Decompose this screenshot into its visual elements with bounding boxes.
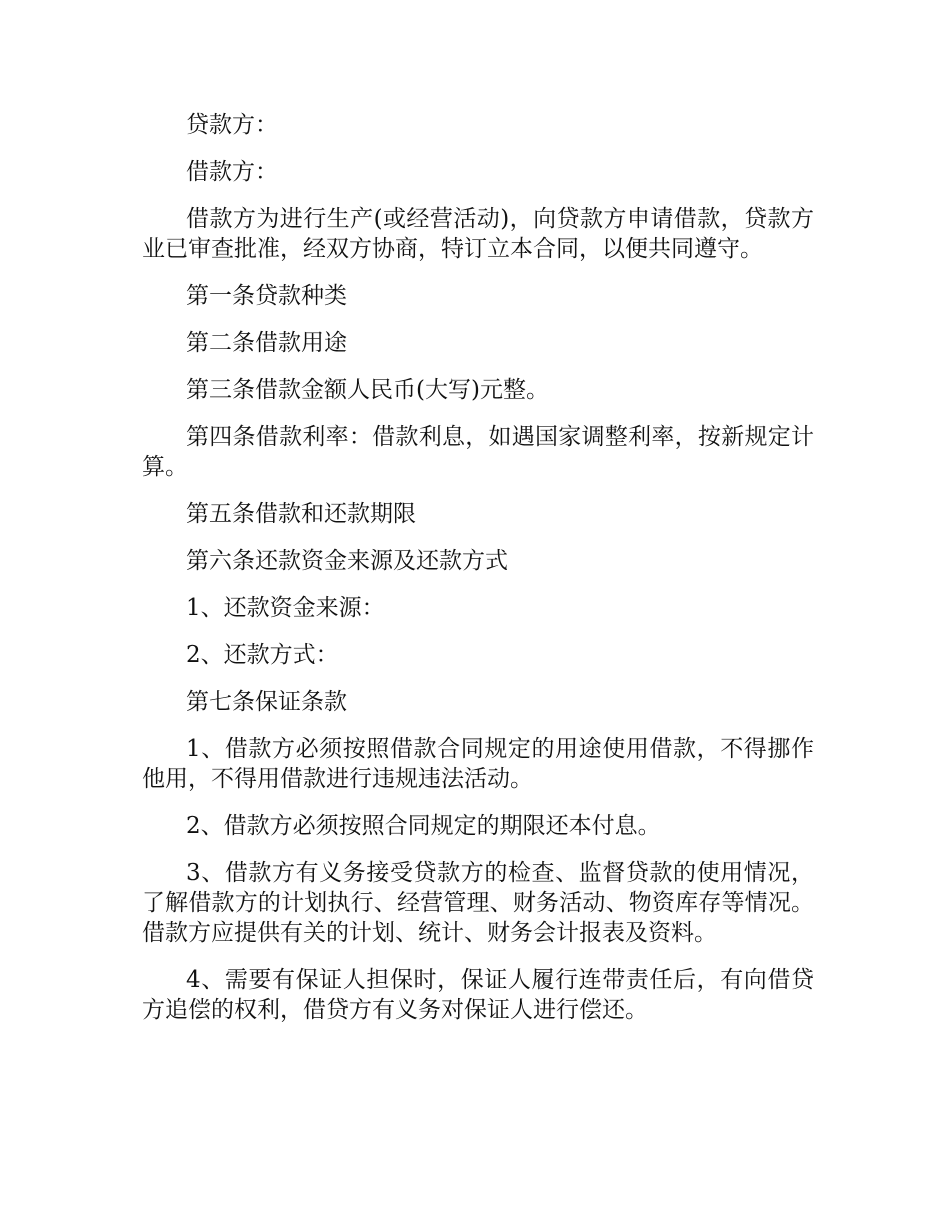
guarantee-clause-2: 2、借款方必须按照合同规定的期限还本付息。 (186, 813, 661, 839)
borrower-line: 借款方： (186, 159, 278, 185)
article-2-heading: 第二条借款用途 (186, 330, 347, 356)
preamble-paragraph: 借款方为进行生产(或经营活动)，向贷款方申请借款，贷款方业已审查批准，经双方协商，特订立本合同，以便共同遵守。 (142, 206, 814, 262)
article-1-heading: 第一条贷款种类 (186, 283, 347, 309)
article-5-heading: 第五条借款和还款期限 (186, 501, 416, 527)
article-4-paragraph: 第四条借款利率：借款利息，如遇国家调整利率，按新规定计算。 (142, 424, 814, 480)
lender-line: 贷款方： (186, 112, 278, 138)
article-6-heading: 第六条还款资金来源及还款方式 (186, 548, 508, 574)
guarantee-clause-1: 1、借款方必须按照借款合同规定的用途使用借款，不得挪作他用，不得用借款进行违规违法活动。 (142, 736, 814, 792)
guarantee-clause-3: 3、借款方有义务接受贷款方的检查、监督贷款的使用情况，了解借款方的计划执行、经营管理、财务活动、物资库存等情况。借款方应提供有关的计划、统计、财务会计报表及资料。 (142, 860, 814, 946)
article-7-heading: 第七条保证条款 (186, 689, 347, 715)
repayment-source-item: 1、还款资金来源： (186, 595, 385, 621)
document-body (142, 110, 814, 1042)
repayment-method-item: 2、还款方式： (186, 642, 339, 668)
guarantee-clause-4: 4、需要有保证人担保时，保证人履行连带责任后，有向借贷方追偿的权利，借贷方有义务对保证人进行偿还。 (142, 967, 814, 1023)
article-3-paragraph: 第三条借款金额人民币(大写)元整。 (186, 377, 549, 403)
